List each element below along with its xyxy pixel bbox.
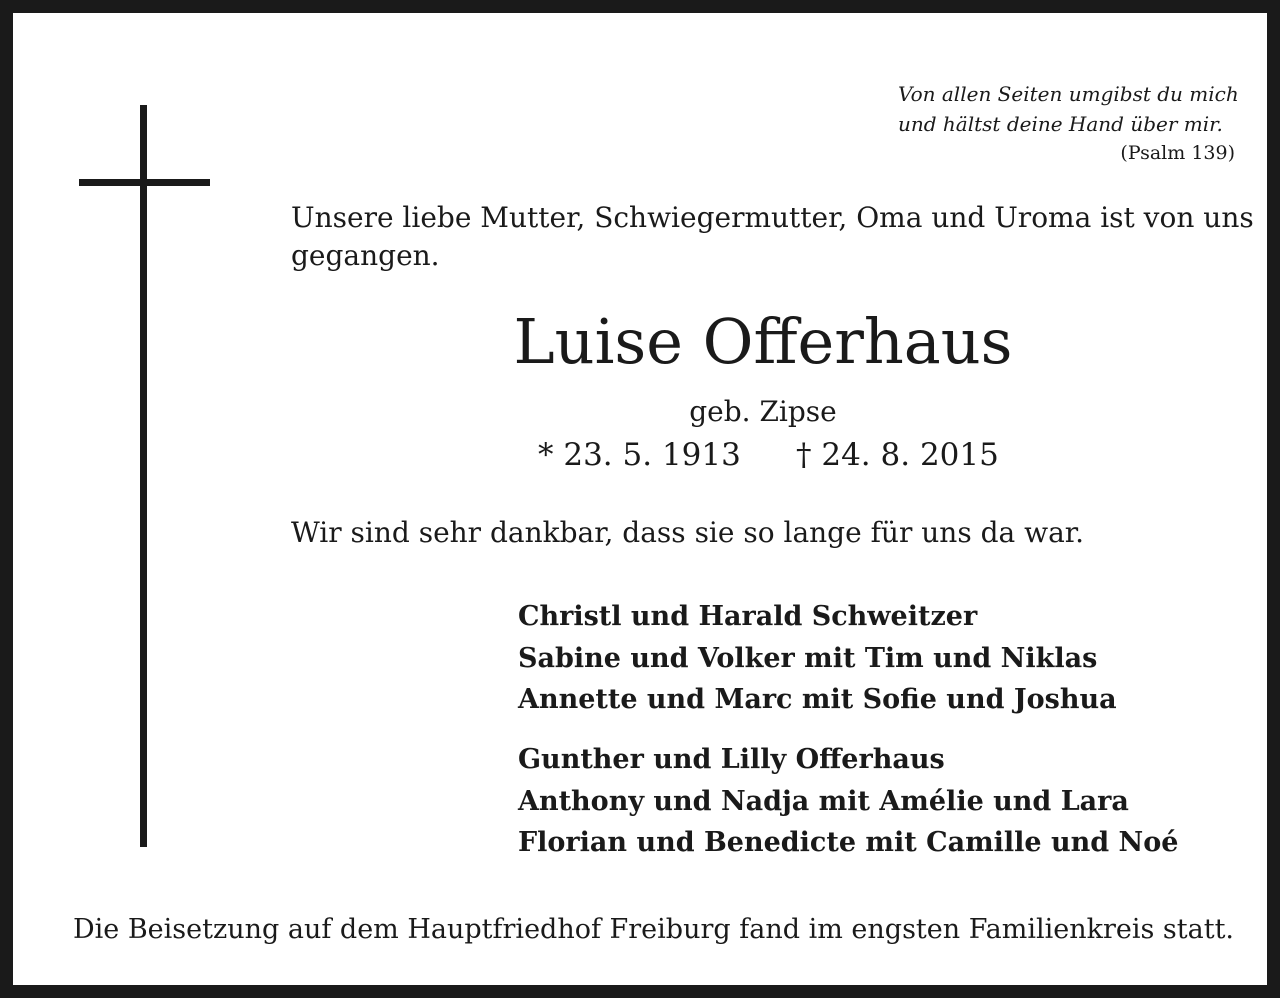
bible-verse	[843, 79, 1239, 167]
mourner-line: Christl und Harald Schweitzer	[518, 601, 978, 632]
bible-verse-line: und hältst deine Hand über mir.	[898, 112, 1223, 136]
gratitude-text: Wir sind sehr dankbar, dass sie so lange für uns da war.	[291, 516, 1084, 549]
mourner-line: Gunther und Lilly Offerhaus	[518, 744, 945, 775]
intro-line: gegangen.	[291, 239, 440, 272]
burial-notice: Die Beisetzung auf dem Hauptfriedhof Freiburg fand im engsten Familienkreis statt.	[73, 914, 1234, 945]
intro-line: Unsere liebe Mutter, Schwiegermutter, Oma und Uroma ist von uns	[291, 201, 1254, 234]
death-date: † 24. 8. 2015	[796, 437, 999, 473]
mourner-line: Anthony und Nadja mit Amélie und Lara	[518, 785, 1129, 817]
intro-text	[291, 199, 1254, 275]
bible-verse-source: (Psalm 139)	[1120, 142, 1235, 164]
mourner-line: Sabine und Volker mit Tim und Niklas	[518, 642, 1098, 674]
cross-icon	[140, 105, 147, 847]
mourners-group	[518, 596, 1117, 721]
mourner-line: Annette und Marc mit Sofie und Joshua	[518, 684, 1117, 715]
mourner-line: Florian und Benedicte mit Camille und Noé	[518, 827, 1179, 858]
life-dates	[538, 435, 999, 475]
birth-date: * 23. 5. 1913	[538, 437, 741, 473]
deceased-name: Luise Offerhaus	[513, 305, 1013, 378]
bible-verse-line: Von allen Seiten umgibst du mich	[898, 82, 1239, 106]
birth-name: geb. Zipse	[689, 395, 837, 428]
cross-icon-crossbar	[79, 179, 210, 186]
mourners-group	[518, 739, 1178, 864]
